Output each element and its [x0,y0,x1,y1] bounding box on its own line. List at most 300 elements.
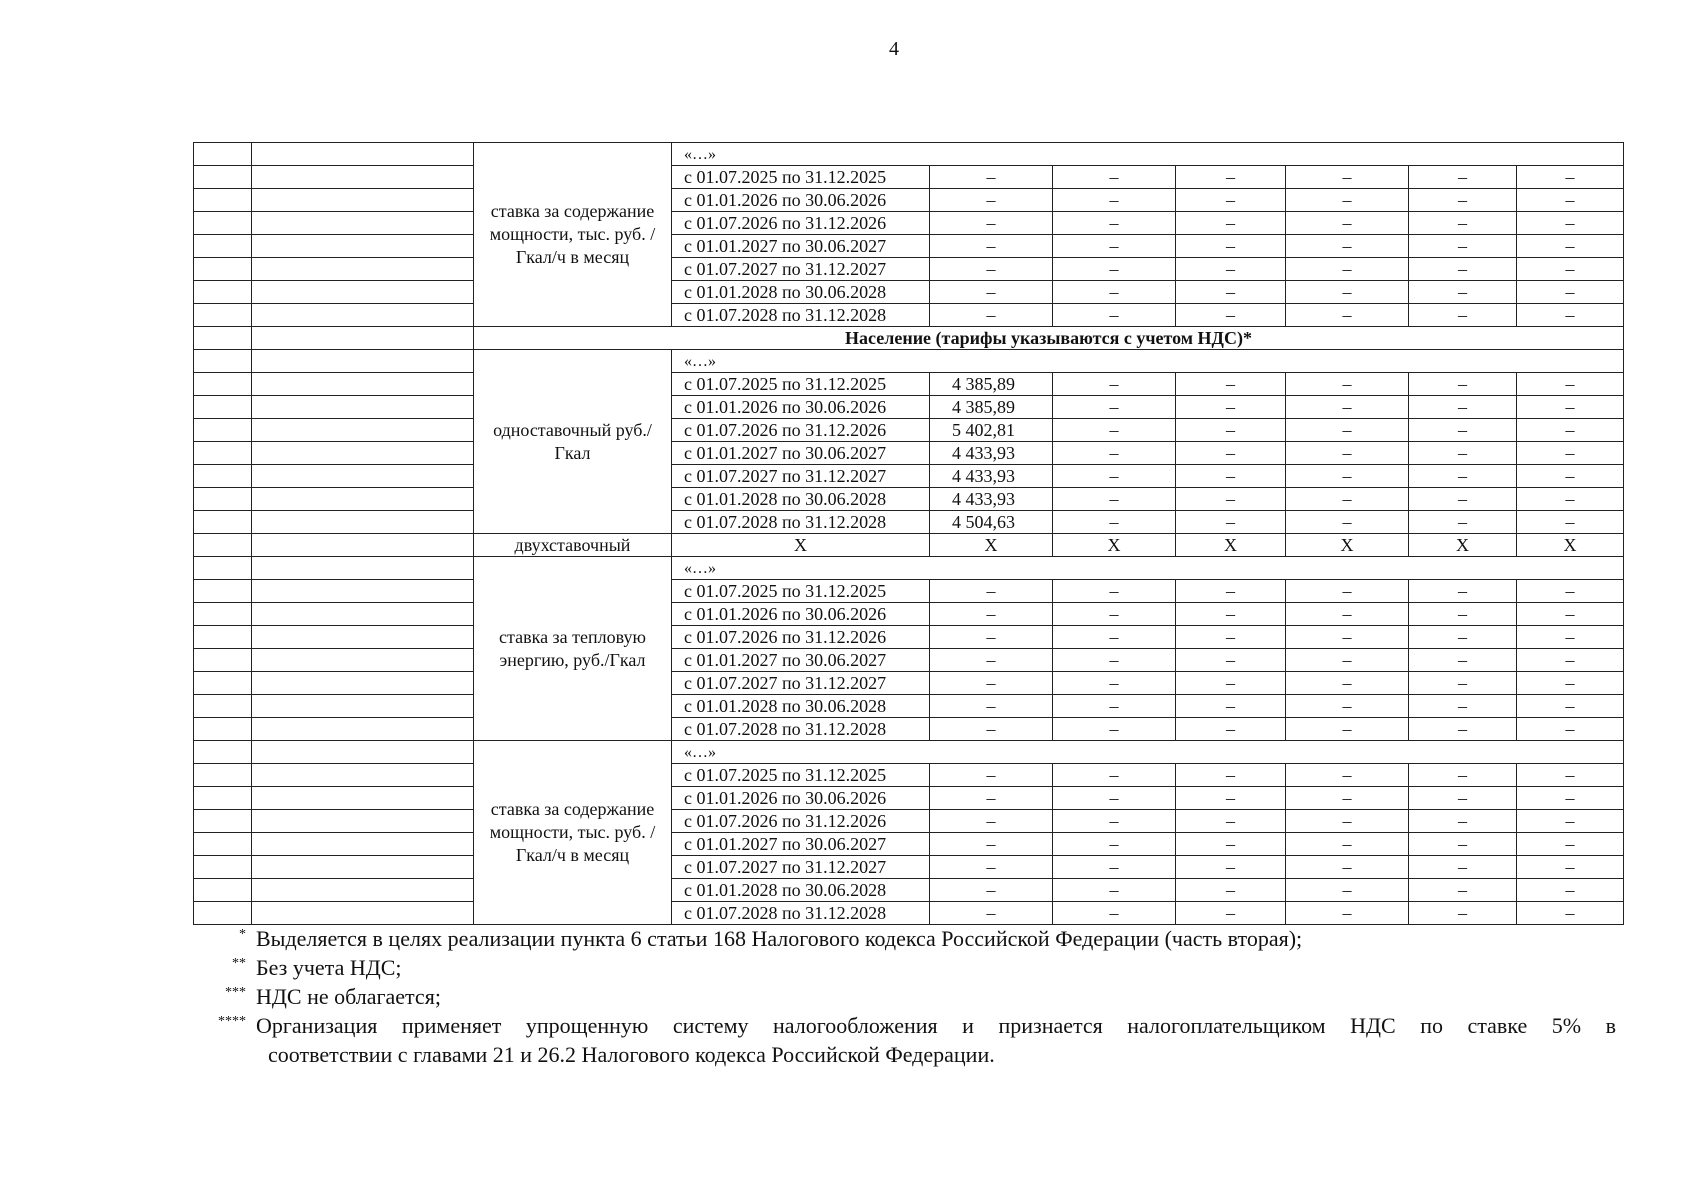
table-row [194,373,1624,396]
value-cell: – [1409,488,1517,511]
value-cell: – [1286,833,1409,856]
value-cell: – [1517,787,1624,810]
value-cell: – [1286,856,1409,879]
value-cell: 5 402,81 [930,419,1053,442]
value-cell: – [1176,833,1286,856]
period-cell: с 01.07.2026 по 31.12.2026 [672,212,930,235]
value-cell: – [1409,833,1517,856]
name-cell [252,327,474,350]
table-row [194,488,1624,511]
index-cell [194,649,252,672]
index-cell [194,235,252,258]
value-cell: – [1409,511,1517,534]
value-cell: – [930,902,1053,925]
value-cell: – [1286,511,1409,534]
footnote-mark: * [239,927,246,942]
value-cell: – [1176,396,1286,419]
table-row [194,534,1624,557]
table-row [194,603,1624,626]
value-cell: – [1409,396,1517,419]
value-cell: – [1517,442,1624,465]
value-cell: – [930,603,1053,626]
value-cell: Х [1409,534,1517,557]
value-cell: – [1409,672,1517,695]
name-cell [252,281,474,304]
value-cell: – [1176,166,1286,189]
value-cell: – [1053,189,1176,212]
value-cell: – [1286,396,1409,419]
name-cell [252,373,474,396]
value-cell: – [1409,281,1517,304]
page-number: 4 [889,38,899,60]
value-cell: – [1286,649,1409,672]
value-cell: – [1409,787,1517,810]
period-cell: с 01.01.2026 по 30.06.2026 [672,603,930,626]
value-cell: – [930,304,1053,327]
footnote-text: Выделяется в целях реализации пункта 6 статьи 168 Налогового кодекса Российской Федерации (часть вторая); [256,926,1303,951]
value-cell: – [1517,419,1624,442]
category-cell: одноставочный руб./Гкал [474,350,672,534]
value-cell: – [930,787,1053,810]
index-cell [194,373,252,396]
table-row [194,327,1624,350]
value-cell: – [1409,258,1517,281]
name-cell [252,350,474,373]
value-cell: – [1053,603,1176,626]
index-cell [194,741,252,764]
name-cell [252,902,474,925]
table-row [194,212,1624,235]
name-cell [252,695,474,718]
value-cell: – [1517,189,1624,212]
period-cell: с 01.07.2027 по 31.12.2027 [672,258,930,281]
value-cell: – [1286,879,1409,902]
index-cell [194,580,252,603]
period-cell: с 01.07.2026 по 31.12.2026 [672,626,930,649]
period-cell: с 01.01.2027 по 30.06.2027 [672,235,930,258]
index-cell [194,396,252,419]
value-cell: – [1409,373,1517,396]
table-row [194,810,1624,833]
value-cell: – [1053,810,1176,833]
table-row [194,419,1624,442]
value-cell: – [1517,373,1624,396]
value-cell: – [1053,718,1176,741]
index-cell [194,557,252,580]
value-cell: – [1409,603,1517,626]
index-cell [194,534,252,557]
tariff-table [193,142,1624,925]
value-cell: – [1176,442,1286,465]
table-row [194,465,1624,488]
footnote-text-continuation: соответствии с главами 21 и 26.2 Налогового кодекса Российской Федерации. [268,1042,995,1067]
table-row [194,304,1624,327]
index-cell [194,212,252,235]
value-cell: – [1517,626,1624,649]
footnote-text: НДС не облагается; [256,984,441,1009]
name-cell [252,442,474,465]
value-cell: – [1517,649,1624,672]
value-cell: – [930,235,1053,258]
period-cell: с 01.07.2028 по 31.12.2028 [672,718,930,741]
table-body [194,143,1624,925]
value-cell: – [1053,373,1176,396]
table-row [194,718,1624,741]
period-cell: с 01.01.2026 по 30.06.2026 [672,189,930,212]
table-row [194,649,1624,672]
value-cell: – [1517,258,1624,281]
name-cell [252,787,474,810]
value-cell: – [1176,695,1286,718]
value-cell: – [1053,419,1176,442]
value-cell: 4 433,93 [930,488,1053,511]
value-cell: – [1053,902,1176,925]
index-cell [194,304,252,327]
value-cell: – [1176,810,1286,833]
index-cell [194,166,252,189]
category-cell: ставка за тепловую энергию, руб./Гкал [474,557,672,741]
value-cell: 4 504,63 [930,511,1053,534]
value-cell: – [1176,373,1286,396]
value-cell: Х [672,534,930,557]
value-cell: – [1409,856,1517,879]
value-cell: – [1286,419,1409,442]
value-cell: – [1409,442,1517,465]
table-row [194,626,1624,649]
value-cell: – [930,718,1053,741]
value-cell: – [1176,212,1286,235]
ellipsis-cell: «…» [672,557,1624,580]
value-cell: – [1286,787,1409,810]
period-cell: с 01.01.2026 по 30.06.2026 [672,787,930,810]
value-cell: – [1517,304,1624,327]
value-cell: – [1517,810,1624,833]
index-cell [194,695,252,718]
value-cell: – [1053,695,1176,718]
name-cell [252,810,474,833]
value-cell: – [1517,465,1624,488]
value-cell: 4 385,89 [930,396,1053,419]
value-cell: – [1176,465,1286,488]
table-row [194,281,1624,304]
period-cell: с 01.07.2027 по 31.12.2027 [672,856,930,879]
table-row [194,258,1624,281]
table-row [194,557,1624,580]
period-cell: с 01.07.2027 по 31.12.2027 [672,672,930,695]
value-cell: – [1053,258,1176,281]
ellipsis-cell: «…» [672,741,1624,764]
value-cell: – [1286,235,1409,258]
index-cell [194,833,252,856]
period-cell: с 01.01.2028 по 30.06.2028 [672,488,930,511]
value-cell: – [1409,580,1517,603]
value-cell: – [1053,764,1176,787]
value-cell: – [1286,580,1409,603]
name-cell [252,856,474,879]
index-cell [194,419,252,442]
value-cell: – [1409,695,1517,718]
name-cell [252,511,474,534]
footnote-1 [196,924,1616,953]
value-cell: – [1286,626,1409,649]
value-cell: Х [1053,534,1176,557]
value-cell: – [1176,580,1286,603]
value-cell: – [1286,810,1409,833]
value-cell: – [1053,672,1176,695]
population-heading: Население (тарифы указываются с учетом НДС)* [474,327,1624,350]
table-row [194,856,1624,879]
value-cell: – [1176,258,1286,281]
period-cell: с 01.07.2025 по 31.12.2025 [672,764,930,787]
index-cell [194,718,252,741]
value-cell: – [1176,902,1286,925]
period-cell: с 01.07.2028 по 31.12.2028 [672,304,930,327]
table-row [194,350,1624,373]
value-cell: – [1517,511,1624,534]
footnote-4 [196,1011,1616,1069]
table-row [194,580,1624,603]
value-cell: – [1053,212,1176,235]
value-cell: Х [930,534,1053,557]
index-cell [194,764,252,787]
category-cell: ставка за содержание мощности, тыс. руб. /Гкал/ч в месяц [474,143,672,327]
name-cell [252,212,474,235]
value-cell: – [1176,764,1286,787]
footnote-2 [196,953,1616,982]
value-cell: 4 385,89 [930,373,1053,396]
period-cell: с 01.01.2028 по 30.06.2028 [672,281,930,304]
value-cell: – [1517,235,1624,258]
table-row [194,741,1624,764]
value-cell: – [1176,787,1286,810]
value-cell: – [1053,511,1176,534]
value-cell: – [1053,787,1176,810]
period-cell: с 01.07.2025 по 31.12.2025 [672,166,930,189]
ellipsis-cell: «…» [672,143,1624,166]
table-row [194,902,1624,925]
name-cell [252,879,474,902]
value-cell: – [1517,695,1624,718]
value-cell: – [1286,603,1409,626]
value-cell: – [1286,281,1409,304]
period-cell: с 01.07.2027 по 31.12.2027 [672,465,930,488]
value-cell: – [1176,281,1286,304]
table-row [194,235,1624,258]
value-cell: – [930,764,1053,787]
value-cell: – [1409,465,1517,488]
index-cell [194,810,252,833]
value-cell: – [930,695,1053,718]
footnote-mark: *** [225,985,246,1000]
value-cell: – [1053,833,1176,856]
value-cell: – [1053,856,1176,879]
period-cell: с 01.07.2026 по 31.12.2026 [672,810,930,833]
value-cell: – [1176,189,1286,212]
value-cell: – [1517,212,1624,235]
name-cell [252,258,474,281]
value-cell: – [930,212,1053,235]
table-row [194,695,1624,718]
footnote-text: Организация применяет упрощенную систему налогообложения и признается налогоплательщиком НДС по ставке 5% в [256,1013,1616,1038]
value-cell: – [1286,695,1409,718]
value-cell: – [1517,902,1624,925]
value-cell: – [1517,603,1624,626]
value-cell: – [1286,465,1409,488]
name-cell [252,465,474,488]
period-cell: с 01.07.2025 по 31.12.2025 [672,580,930,603]
name-cell [252,557,474,580]
value-cell: – [1053,235,1176,258]
value-cell: – [1176,603,1286,626]
footnotes [196,924,1616,1069]
value-cell: – [930,856,1053,879]
value-cell: 4 433,93 [930,465,1053,488]
name-cell [252,741,474,764]
ellipsis-cell: «…» [672,350,1624,373]
value-cell: – [1176,488,1286,511]
name-cell [252,672,474,695]
table-row [194,189,1624,212]
name-cell [252,626,474,649]
name-cell [252,580,474,603]
index-cell [194,465,252,488]
name-cell [252,764,474,787]
value-cell: – [1176,511,1286,534]
value-cell: – [1517,488,1624,511]
index-cell [194,442,252,465]
index-cell [194,672,252,695]
table-row [194,879,1624,902]
value-cell: – [1286,166,1409,189]
value-cell: – [1409,810,1517,833]
value-cell: – [1176,235,1286,258]
name-cell [252,488,474,511]
value-cell: Х [1286,534,1409,557]
value-cell: – [1517,856,1624,879]
value-cell: – [930,672,1053,695]
index-cell [194,189,252,212]
index-cell [194,488,252,511]
name-cell [252,833,474,856]
value-cell: – [1176,672,1286,695]
table-row [194,396,1624,419]
value-cell: – [1409,764,1517,787]
table-row [194,442,1624,465]
table-row [194,166,1624,189]
period-cell: с 01.07.2028 по 31.12.2028 [672,902,930,925]
value-cell: – [1053,166,1176,189]
index-cell [194,879,252,902]
value-cell: – [1517,396,1624,419]
index-cell [194,856,252,879]
table-row [194,143,1624,166]
footnote-text: Без учета НДС; [256,955,402,980]
value-cell: – [1286,258,1409,281]
table-row [194,787,1624,810]
name-cell [252,304,474,327]
value-cell: – [1053,442,1176,465]
index-cell [194,258,252,281]
value-cell: – [1517,833,1624,856]
value-cell: – [930,281,1053,304]
value-cell: – [1053,626,1176,649]
value-cell: – [1286,764,1409,787]
name-cell [252,143,474,166]
name-cell [252,603,474,626]
index-cell [194,143,252,166]
value-cell: – [1286,902,1409,925]
name-cell [252,189,474,212]
value-cell: – [1409,902,1517,925]
value-cell: – [1517,764,1624,787]
value-cell: Х [1176,534,1286,557]
value-cell: – [1409,419,1517,442]
name-cell [252,235,474,258]
value-cell: – [1286,189,1409,212]
value-cell: – [1409,235,1517,258]
footnote-mark: ** [232,956,246,971]
value-cell: – [930,626,1053,649]
value-cell: – [1053,879,1176,902]
value-cell: – [1176,419,1286,442]
footnote-mark: **** [218,1014,246,1029]
footnote-3 [196,982,1616,1011]
value-cell: – [1053,281,1176,304]
name-cell [252,166,474,189]
table-row [194,511,1624,534]
name-cell [252,718,474,741]
value-cell: – [1176,626,1286,649]
value-cell: – [930,879,1053,902]
value-cell: – [1053,580,1176,603]
value-cell: – [1053,304,1176,327]
value-cell: – [930,258,1053,281]
value-cell: – [1053,465,1176,488]
value-cell: – [930,166,1053,189]
name-cell [252,649,474,672]
value-cell: – [1286,304,1409,327]
index-cell [194,281,252,304]
period-cell: с 01.07.2028 по 31.12.2028 [672,511,930,534]
value-cell: – [930,580,1053,603]
value-cell: – [1176,304,1286,327]
value-cell: Х [1517,534,1624,557]
value-cell: – [1409,879,1517,902]
period-cell: с 01.01.2028 по 30.06.2028 [672,879,930,902]
period-cell: с 01.07.2025 по 31.12.2025 [672,373,930,396]
period-cell: с 01.07.2026 по 31.12.2026 [672,419,930,442]
value-cell: – [1053,488,1176,511]
value-cell: – [930,810,1053,833]
value-cell: – [1517,672,1624,695]
value-cell: – [1409,166,1517,189]
two-part-category: двухставочный [474,534,672,557]
index-cell [194,511,252,534]
period-cell: с 01.01.2026 по 30.06.2026 [672,396,930,419]
value-cell: – [1517,166,1624,189]
index-cell [194,350,252,373]
category-cell: ставка за содержание мощности, тыс. руб. /Гкал/ч в месяц [474,741,672,925]
value-cell: – [930,189,1053,212]
table-row [194,672,1624,695]
index-cell [194,787,252,810]
value-cell: – [1517,281,1624,304]
value-cell: – [1409,212,1517,235]
value-cell: – [1286,373,1409,396]
table-row [194,764,1624,787]
period-cell: с 01.01.2027 по 30.06.2027 [672,442,930,465]
value-cell: – [1517,580,1624,603]
